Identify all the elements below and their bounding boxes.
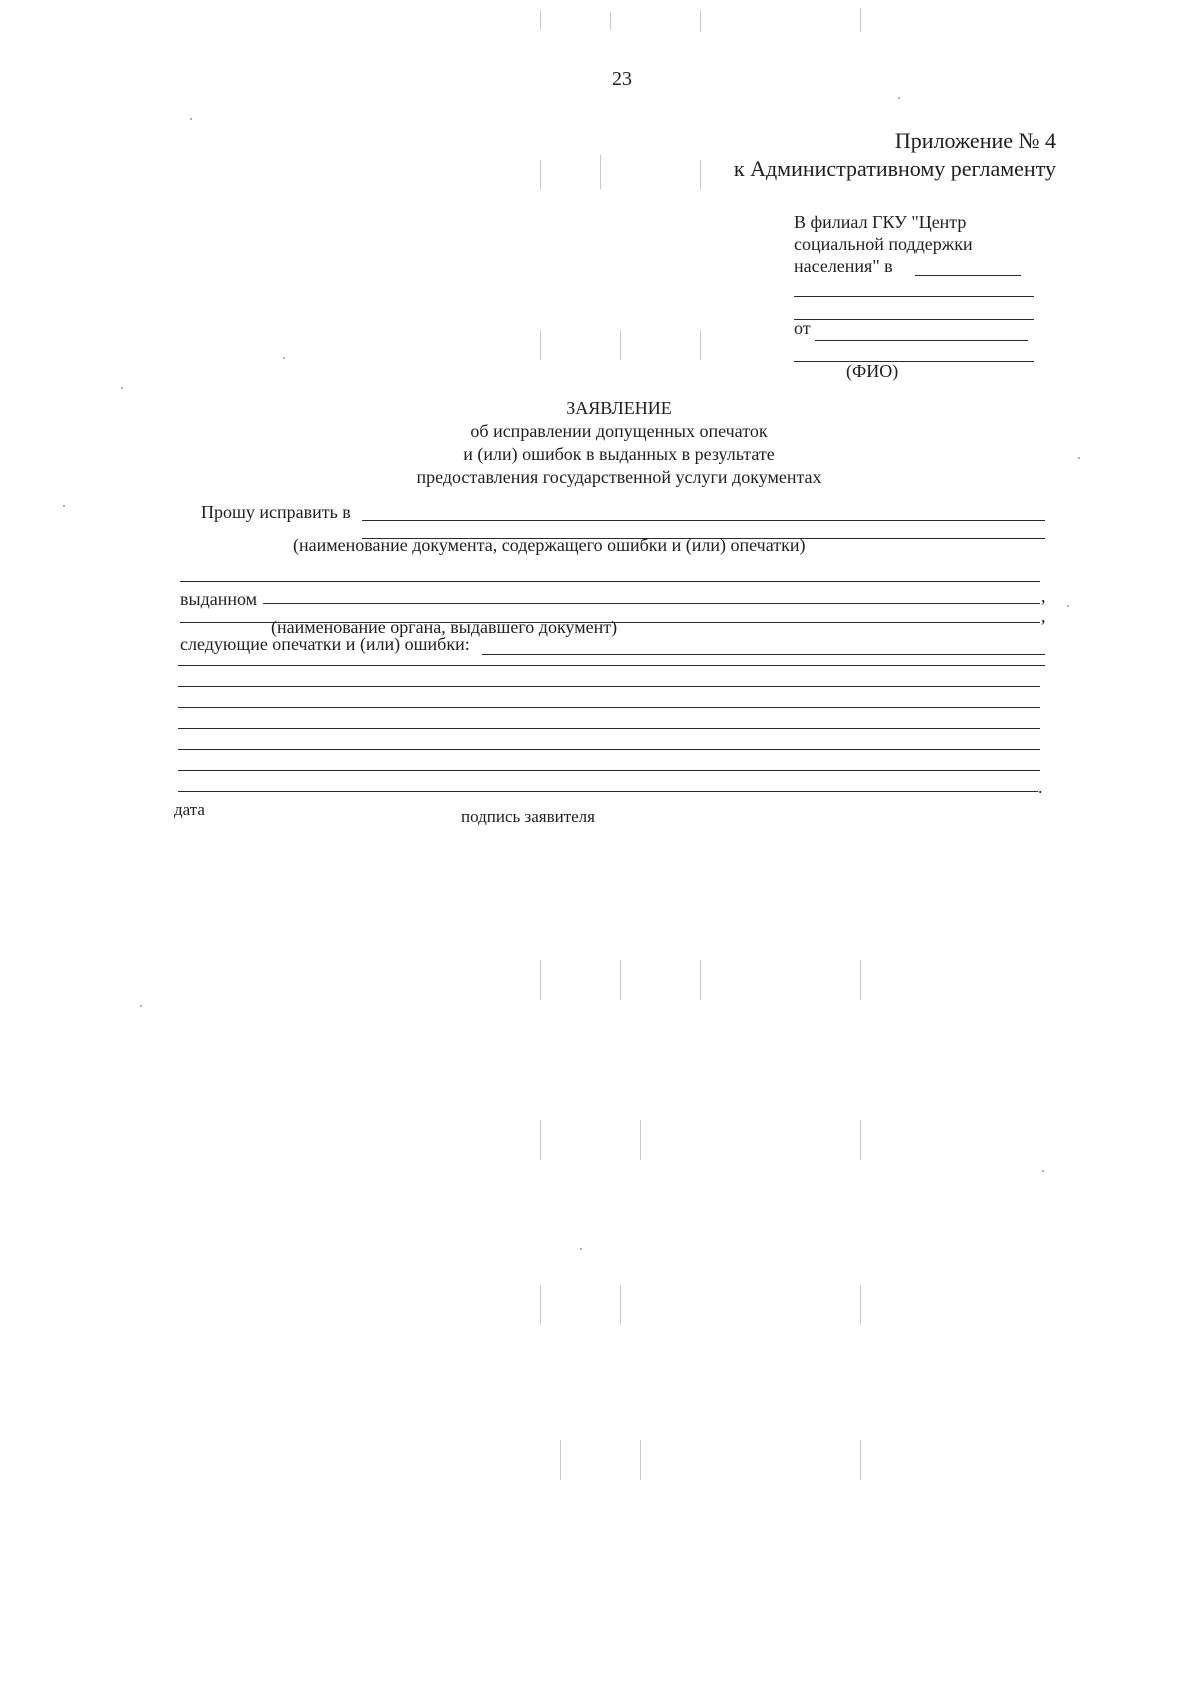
form-title: ЗАЯВЛЕНИЕ	[566, 398, 672, 418]
branch-field-line-2[interactable]	[794, 296, 1034, 297]
appendix-label: Приложение № 4	[894, 128, 1056, 153]
signature-label: подпись заявителя	[461, 807, 595, 826]
errors-label: следующие опечатки и (или) ошибки:	[180, 634, 470, 654]
fio-field-line[interactable]	[794, 361, 1034, 362]
errors-field-line-1[interactable]	[178, 665, 1045, 666]
fio-caption: (ФИО)	[846, 361, 899, 381]
errors-field-line-2[interactable]	[178, 686, 1040, 687]
page-number: 23	[612, 68, 632, 90]
issued-label: выданном	[180, 589, 258, 609]
errors-field-line-7[interactable]	[178, 791, 1038, 792]
errors-field-line-4[interactable]	[178, 728, 1040, 729]
addressee-line-1: В филиал ГКУ "Центр	[794, 212, 967, 232]
issued-field-line-1[interactable]	[180, 581, 1040, 582]
addressee-line-2: социальной поддержки	[794, 234, 973, 254]
errors-field-line-0[interactable]	[482, 654, 1045, 655]
date-label: дата	[174, 800, 205, 819]
errors-field-line-6[interactable]	[178, 770, 1040, 771]
document-name-field-line[interactable]	[362, 520, 1045, 521]
branch-field-line[interactable]	[915, 275, 1021, 276]
from-label: от	[794, 318, 811, 338]
errors-field-line-3[interactable]	[178, 707, 1040, 708]
form-subtitle-line-2: и (или) ошибок в выданных в результате	[463, 444, 775, 464]
form-subtitle-line-3: предоставления государственной услуги документах	[416, 467, 822, 487]
issued-field-line-2[interactable]	[263, 603, 1040, 604]
errors-field-line-5[interactable]	[178, 749, 1040, 750]
request-label: Прошу исправить в	[201, 502, 351, 522]
branch-field-line-3[interactable]	[794, 319, 1034, 320]
errors-period: .	[1038, 777, 1043, 797]
addressee-line-3: населения" в	[794, 256, 893, 276]
organ-caption: (наименование органа, выдавшего документ)	[271, 617, 618, 637]
from-field-line[interactable]	[815, 340, 1028, 341]
form-subtitle-line-1: об исправлении допущенных опечаток	[470, 421, 768, 441]
regulation-label: к Административному регламенту	[733, 156, 1056, 181]
issued-comma-2: ,	[1041, 606, 1046, 626]
issued-comma-1: ,	[1041, 586, 1046, 606]
document-caption: (наименование документа, содержащего ошибки и (или) опечатки)	[293, 535, 806, 555]
